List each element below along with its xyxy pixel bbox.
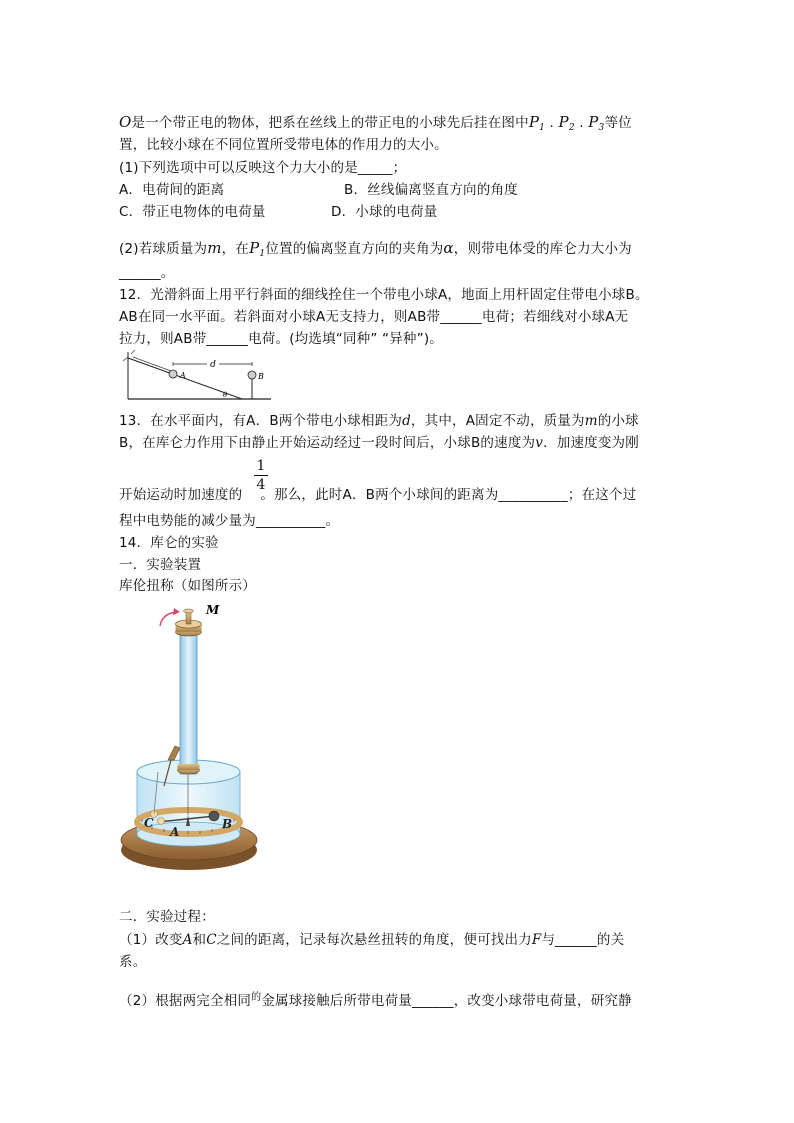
q11-part2: (2)若球质量为m，在$P_1$位置的偏离竖直方向的夹角为α，则带电体受的库仑力大小为 — [119, 239, 632, 259]
q13-line-4: 程中电势能的减少量为__________。 — [119, 513, 340, 529]
q14-step-1-cont: 系。 — [119, 954, 147, 970]
math-d: d — [402, 413, 411, 429]
math-alpha: α — [443, 239, 454, 257]
q14-step-2: （2）根据两完全相同$^的$金属球接触后所带电荷量______，改变小球带电荷量，研究静 — [119, 992, 632, 1009]
string-line — [133, 357, 171, 371]
q11-line-1 — [119, 113, 632, 137]
ball-a — [169, 370, 177, 378]
label-a: A — [180, 371, 186, 380]
math-O: O — [119, 113, 132, 131]
q11-options-ab — [119, 181, 518, 199]
q14-section-2: 二．实验过程： — [119, 909, 215, 925]
math-P2: $P_2$ — [558, 113, 575, 133]
q14-section-1: 一．实验装置 — [119, 557, 202, 573]
label-d: d — [210, 360, 216, 370]
label-b: B — [258, 372, 264, 381]
q12-line-2: AB在同一水平面。若斜面对小球A无支持力，则AB带______电荷；若细线对小球A无 — [119, 309, 629, 325]
q11-part1: (1)下列选项中可以反映这个力大小的是_____； — [119, 160, 407, 176]
tube-base-band — [178, 764, 200, 770]
hatch-mark — [131, 350, 135, 354]
q11-part2-blank: ______。 — [119, 265, 175, 281]
text: 等位 — [604, 115, 632, 131]
option-b: B．丝线偏离竖直方向的角度 — [344, 182, 518, 198]
math-C: C — [206, 932, 217, 948]
top-knob-tip — [184, 609, 194, 613]
separator: . — [545, 115, 559, 131]
option-a: A．电荷间的距离 — [119, 182, 225, 198]
math-P1: $P_1$ — [249, 239, 266, 259]
q13-line-2: B，在库仑力作用下由静止开始运动经过一段时间后，小球B的速度为v．加速度变为刚 — [119, 435, 639, 451]
ball-b — [248, 371, 256, 379]
q12-line-3: 拉力，则AB带______电荷。(均选填“同种” “异种”)。 — [119, 331, 443, 347]
q14-step-1: （1）改变A和C之间的距离，记录每次悬丝扭转的角度，便可找出力F与______的关 — [119, 932, 625, 948]
math-m: m — [584, 413, 598, 429]
label-theta: θ — [223, 391, 228, 399]
math-P1: $P_1$ — [528, 113, 546, 133]
vertical-tube — [180, 634, 197, 774]
math-P3: $P_3$ — [588, 113, 605, 133]
label-c: C — [144, 816, 154, 830]
q13-line-1: 13．在水平面内，有A．B两个带电小球相距为d，其中，A固定不动，质量为m的小球 — [119, 413, 639, 429]
ball-b — [209, 811, 219, 821]
incline-figure — [119, 350, 274, 402]
option-c: C．带正电物体的电荷量 — [119, 204, 266, 220]
ball-a — [158, 818, 165, 825]
math-m: m — [207, 239, 222, 257]
q13-line-3: 开始运动时加速度的 。那么，此时A．B两个小球间的距离为__________；在这个过 — [119, 487, 637, 503]
torsion-balance-figure — [118, 600, 268, 875]
fraction-one-quarter: 1 4 — [254, 458, 268, 493]
q11-line-2: 置，比较小球在不同位置所受带电体的作用力的大小。 — [119, 137, 448, 153]
math-A: A — [182, 932, 193, 948]
math-F: F — [531, 932, 542, 948]
q14-device-caption: 库伦扭称（如图所示） — [119, 578, 256, 594]
label-a: A — [170, 825, 180, 839]
top-knob-stem — [186, 612, 191, 624]
option-d: D．小球的电荷量 — [331, 204, 438, 220]
q11-options-cd — [119, 203, 438, 221]
rotation-arrow-head — [173, 608, 180, 615]
q14-title: 14．库仑的实验 — [119, 535, 219, 551]
q12-line-1: 12．光滑斜面上用平行斜面的细线拴住一个带电小球A，地面上用杆固定住带电小球B。 — [119, 287, 649, 303]
hatch-mark — [123, 357, 128, 361]
math-v: v — [535, 435, 544, 451]
label-m: M — [206, 603, 220, 617]
text: 是一个带正电的物体，把系在丝线上的带正电的小球先后挂在图中 — [131, 115, 529, 131]
label-b: B — [222, 817, 233, 831]
separator: . — [574, 115, 589, 131]
insert-handle — [168, 746, 180, 760]
